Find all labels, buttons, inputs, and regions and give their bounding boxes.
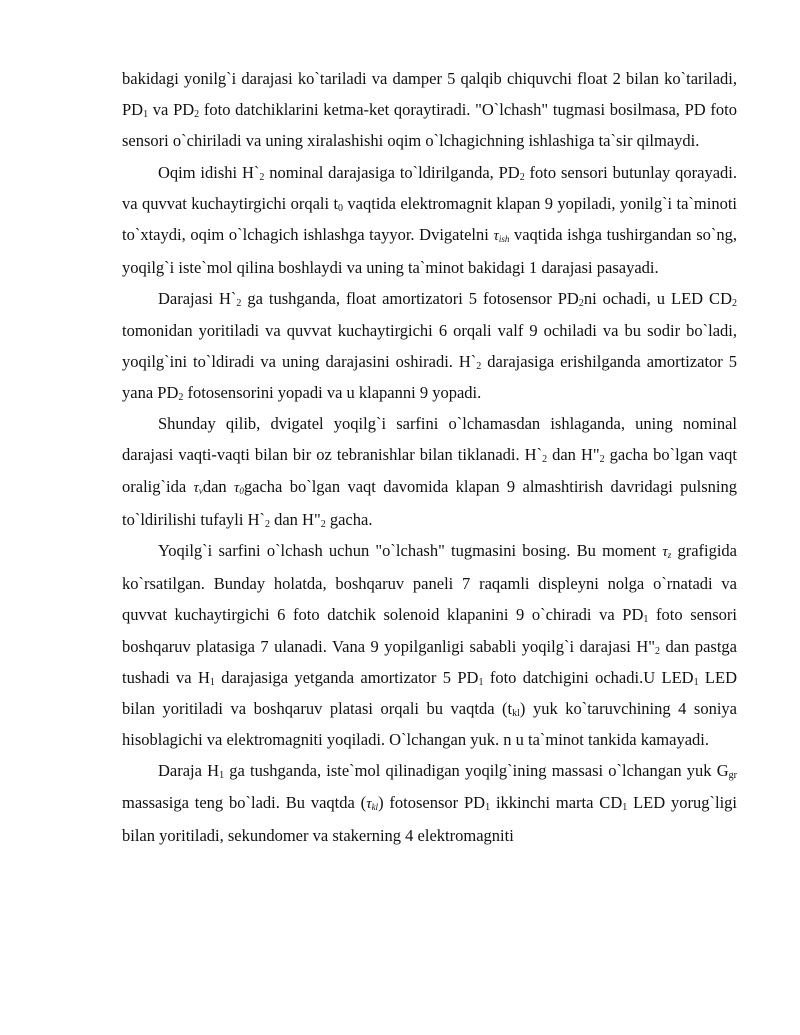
tau-glyph: τ bbox=[234, 479, 240, 496]
text-run: massasiga teng bo`ladi. Bu vaqtda ( bbox=[122, 792, 367, 812]
subscript: 1 bbox=[693, 676, 699, 688]
text-run: dan H" bbox=[547, 445, 600, 465]
document-page bbox=[122, 63, 737, 851]
tau-subscript: v bbox=[198, 485, 203, 496]
paragraph-4 bbox=[122, 408, 737, 535]
subscript: 1 bbox=[143, 109, 149, 121]
tau-glyph: τ bbox=[366, 795, 372, 812]
subscript: 2 bbox=[731, 298, 737, 310]
subscript: 2 bbox=[236, 298, 242, 310]
subscript: gr bbox=[728, 770, 737, 782]
paragraph-5 bbox=[122, 535, 737, 755]
subscript: 2 bbox=[320, 518, 326, 530]
subscript: 2 bbox=[178, 392, 184, 404]
text-run: darajasiga yetganda amortizator 5 PD bbox=[214, 667, 479, 687]
text-run: vaqtida elektromagnit klapan 9 yopiladi, yonilg`i ta`minoti to`xtaydi, oqim o`lchagich ishlashga tayyor. Dvigatelni bbox=[122, 193, 738, 245]
subscript: kl bbox=[512, 708, 520, 720]
subscript: 2 bbox=[264, 518, 270, 530]
text-run: ga tushganda, float amortizatori 5 fotosensor PD bbox=[241, 289, 579, 309]
subscript: 2 bbox=[259, 171, 265, 183]
text-run: Yoqilg`i sarfini o`lchash uchun "o`lchash" tugmasini bosing. Bu moment bbox=[158, 541, 663, 561]
subscript: 1 bbox=[209, 676, 215, 688]
paragraph-1 bbox=[122, 63, 737, 157]
text-run: darajasiga erishilganda amortizator 5 yana PD bbox=[122, 351, 737, 403]
paragraph-2 bbox=[122, 157, 737, 284]
text-run: Oqim idishi H` bbox=[158, 162, 260, 182]
subscript: 1 bbox=[219, 770, 225, 782]
text-run: Shunday qilib, dvigatel yoqilg`i sarfini o`lchamasdan ishlaganda, uning nominal darajasi vaqti-vaqti bilan bir oz tebranishlar bilan tiklanadi. H` bbox=[122, 414, 737, 465]
tau-subscript: kl bbox=[371, 801, 379, 812]
subscript: 1 bbox=[478, 676, 484, 688]
text-run: dan bbox=[202, 476, 235, 496]
text-run: foto datchiklarini ketma-ket qoraytiradi. "O`lchash" tugmasi bosilmasa, PD foto sensori o`chiriladi va uning xiralashishi oqim o`lchagichning ishlashiga ta`sir qilmaydi. bbox=[122, 100, 738, 151]
text-run: foto datchigini ochadi.U LED bbox=[483, 667, 694, 687]
tau-symbol bbox=[662, 544, 671, 560]
text-run: foto sensori boshqaruv platasiga 7 ulanadi. Vana 9 yopilganligi sababli yoqilg`i darajasi H" bbox=[122, 605, 737, 656]
text-run: dan pastga tushadi va H bbox=[122, 636, 737, 687]
text-run: ) fotosensor PD bbox=[378, 792, 486, 812]
subscript: 1 bbox=[485, 801, 491, 813]
text-run: ni ochadi, u LED CD bbox=[583, 289, 732, 309]
text-run: nominal darajasiga to`ldirilganda, PD bbox=[264, 162, 520, 182]
text-run: LED yorug`ligi bilan yoritiladi, sekundomer va stakerning 4 elektromagniti bbox=[122, 792, 738, 845]
text-run: tomonidan yoritiladi va quvvat kuchaytirgichi 6 orqali valf 9 ochiladi va bu sodir bo`ladi, yoqilg`ini to`ldiradi va uning darajasini oshiradi. H` bbox=[122, 320, 737, 371]
tau-subscript: ish bbox=[498, 234, 510, 245]
tau-symbol bbox=[493, 228, 509, 244]
text-run: gacha bo`lgan vaqt oralig`ida bbox=[122, 445, 737, 496]
subscript: 2 bbox=[519, 171, 525, 183]
subscript: 1 bbox=[643, 614, 649, 626]
tau-glyph: τ bbox=[493, 228, 499, 245]
subscript: 2 bbox=[599, 454, 605, 466]
tau-glyph: τ bbox=[662, 544, 668, 561]
text-run: ) yuk ko`taruvchining 4 soniya hisoblagichi va elektromagniti yoqiladi. O`lchangan yuk. n u ta`minot tankida kamayadi. bbox=[122, 699, 737, 750]
subscript: 2 bbox=[542, 454, 548, 466]
text-run: fotosensorini yopadi va u klapanni 9 yopadi. bbox=[183, 383, 482, 403]
text-run: vaqtida ishga tushirgandan so`ng, yoqilg`i iste`mol qilina boshlaydi va uning ta`minot bakidagi 1 darajasi pasayadi. bbox=[122, 225, 737, 278]
subscript: 2 bbox=[476, 360, 482, 372]
text-run: gacha bo`lgan vaqt davomida klapan 9 almashtirish davridagi pulsning to`ldirilishi tufayli H` bbox=[122, 476, 738, 529]
paragraph-3 bbox=[122, 283, 737, 408]
tau-subscript: z bbox=[667, 550, 672, 561]
subscript: 2 bbox=[655, 645, 660, 657]
subscript: 1 bbox=[622, 801, 628, 813]
tau-subscript: 0 bbox=[239, 485, 244, 496]
text-run: va PD bbox=[148, 100, 195, 120]
text-run: dan H" bbox=[269, 509, 321, 529]
text-run: ga tushganda, iste`mol qilinadigan yoqilg`ining massasi o`lchangan yuk G bbox=[224, 761, 729, 781]
text-run: LED bilan yoritiladi va boshqaruv platasi orqali bu vaqtda (t bbox=[122, 667, 738, 719]
subscript: 2 bbox=[578, 298, 584, 310]
text-run: Darajasi H` bbox=[158, 289, 237, 309]
paragraph-6 bbox=[122, 755, 737, 851]
tau-symbol bbox=[366, 796, 378, 812]
tau-symbol bbox=[193, 480, 202, 496]
text-run: bakidagi yonilg`i darajasi ko`tariladi va damper 5 qalqib chiquvchi float 2 bilan ko`tariladi, PD bbox=[122, 69, 737, 120]
subscript: 0 bbox=[338, 202, 344, 214]
text-run: grafigida ko`rsatilgan. Bunday holatda, boshqaruv paneli 7 raqamli displeyni nolga o`rnatadi va quvvat kuchaytirgichi 6 foto datchik solenoid klapanini 9 o`chiradi va PD bbox=[122, 541, 738, 625]
text-run: ikkinchi marta CD bbox=[490, 792, 623, 812]
text-run: Daraja H bbox=[158, 761, 220, 781]
text-run: gacha. bbox=[325, 509, 373, 529]
tau-symbol bbox=[234, 480, 244, 496]
subscript: 2 bbox=[194, 109, 200, 121]
tau-glyph: τ bbox=[193, 479, 199, 496]
text-run: foto sensori butunlay qorayadi. va quvvat kuchaytirgichi orqali t bbox=[122, 162, 738, 213]
